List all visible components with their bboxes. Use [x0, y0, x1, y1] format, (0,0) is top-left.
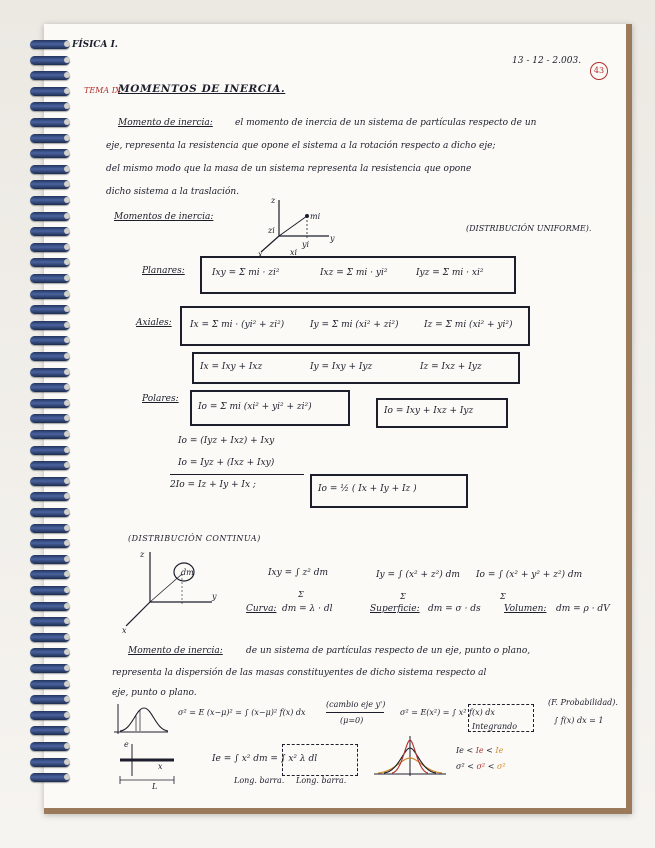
- planares-label: Planares:: [142, 266, 185, 276]
- intro-line: dicho sistema a la traslación.: [106, 187, 240, 197]
- planar-formula: Ixy = Σ mi · zi²: [212, 268, 280, 278]
- superficie-label: Superficie:: [370, 604, 420, 614]
- mu-zero-note: (μ=0): [340, 716, 364, 725]
- rod-axis-label: e: [124, 740, 129, 749]
- volumen-label: Volumen:: [504, 604, 547, 614]
- binding-hole: [64, 353, 70, 359]
- inequality-sign: <: [487, 762, 495, 771]
- binding-hole: [64, 275, 70, 281]
- binding-hole: [64, 41, 70, 47]
- date: 13 - 12 - 2.003.: [512, 56, 582, 66]
- variance-formula: σ² = E (x−μ)² = ∫ (x−μ)² f(x) dx: [178, 708, 306, 717]
- yi-label: yi: [302, 240, 310, 249]
- inequality-term: Ie: [456, 746, 464, 755]
- page-number-badge: 43: [590, 62, 608, 80]
- binding-hole: [64, 244, 70, 250]
- xi-label: xi: [290, 248, 298, 257]
- inequality-sign: <: [486, 746, 493, 755]
- mass-label: mi: [310, 212, 321, 221]
- inequality-term: Ie: [495, 746, 504, 755]
- rod-length-label: L: [152, 782, 158, 791]
- binding-hole: [64, 166, 70, 172]
- inequality-sign: <: [466, 746, 474, 755]
- probability-integral: ∫ f(x) dx = 1: [554, 716, 604, 725]
- spiral-binding: [30, 40, 70, 800]
- intro-line: el momento de inercia de un sistema de partículas respecto de un: [235, 118, 537, 128]
- intro-lead: Momento de inercia:: [118, 118, 213, 128]
- binding-hole: [64, 525, 70, 531]
- binding-hole: [64, 759, 70, 765]
- binding-hole: [64, 478, 70, 484]
- dm-label: dm: [181, 568, 194, 577]
- superficie-formula: dm = σ · ds: [428, 604, 481, 614]
- corner-label: FÍSICA I.: [72, 40, 118, 50]
- axiales-label: Axiales:: [136, 318, 172, 328]
- axis-z-label: z: [140, 550, 145, 559]
- polar-formula: Io = Σ mi (xi² + yi² + zi²): [198, 402, 312, 412]
- binding-hole: [64, 509, 70, 515]
- section-title: MOMENTOS DE INERCIA.: [118, 83, 286, 95]
- continuous-integral: Io = ∫ (x² + y² + z²) dm: [476, 570, 583, 580]
- binding-hole: [64, 369, 70, 375]
- axial-formula: Iz = Σ mi (xi² + yi²): [424, 320, 513, 330]
- rod-diagram: [110, 740, 182, 786]
- continuous-integral: Ixy = ∫ z² dm: [268, 568, 329, 578]
- binding-hole: [64, 135, 70, 141]
- binding-hole: [64, 400, 70, 406]
- axis-x-label: x: [258, 250, 263, 259]
- binding-hole: [64, 634, 70, 640]
- axis-z-label: z: [271, 196, 276, 205]
- binding-hole: [64, 197, 70, 203]
- zi-label: zi: [268, 226, 275, 235]
- polares-label: Polares:: [142, 394, 179, 404]
- derivation-line: Io = (Iyz + Ixz) + Ixy: [178, 436, 275, 446]
- binding-hole: [64, 587, 70, 593]
- arrow-line: [326, 712, 384, 713]
- axial-sum: Iz = Ixz + Iyz: [420, 362, 482, 372]
- binding-hole: [64, 743, 70, 749]
- derivation-line: 2Io = Iz + Iy + Ix ;: [170, 480, 256, 490]
- sum-line: [170, 474, 304, 475]
- long-bar-note: Long. barra.: [234, 776, 285, 785]
- binding-hole: [64, 291, 70, 297]
- inequality-term: Ie: [475, 746, 484, 755]
- axis-y-label: y: [330, 234, 335, 243]
- dispersion-line: eje, punto o plano.: [112, 688, 197, 698]
- binding-hole: [64, 322, 70, 328]
- probability-note: (F. Probabilidad).: [548, 698, 618, 707]
- intro-line: del mismo modo que la masa de un sistema representa la resistencia que opone: [106, 164, 472, 174]
- binding-hole: [64, 119, 70, 125]
- binding-hole: [64, 447, 70, 453]
- integral-domain: Σ: [400, 592, 406, 601]
- polar-sum: Io = Ixy + Ixz + Iyz: [384, 406, 474, 416]
- axis-x-label: x: [122, 626, 127, 635]
- dispersion-line: de un sistema de partículas respecto de un eje, punto o plano,: [246, 646, 531, 656]
- inequality-term: σ²: [476, 762, 486, 771]
- probability-curve-diagram: [106, 702, 172, 738]
- moments-heading: Momentos de inercia:: [114, 212, 214, 222]
- dispersion-line: representa la dispersión de las masas constituyentes de dicho sistema respecto al: [112, 668, 487, 678]
- inequality-term: σ²: [496, 762, 506, 771]
- binding-hole: [64, 681, 70, 687]
- planar-formula: Ixz = Σ mi · yi²: [320, 268, 388, 278]
- binding-hole: [64, 431, 70, 437]
- distribution-uniform: (DISTRIBUCIÓN UNIFORME).: [466, 224, 592, 233]
- continuous-heading: (DISTRIBUCIÓN CONTINUA): [128, 534, 261, 543]
- axial-sum: Ix = Ixy + Ixz: [200, 362, 263, 372]
- rod-formula: Ie = ∫ x² dm = ∫ x² λ dl: [212, 754, 318, 764]
- binding-hole: [64, 57, 70, 63]
- integral-domain: Σ: [500, 592, 506, 601]
- distribution-curves-diagram: [372, 734, 448, 780]
- binding-hole: [64, 665, 70, 671]
- binding-hole: [64, 88, 70, 94]
- rod-integral-box: [282, 744, 358, 776]
- inequality-sign: <: [467, 762, 474, 771]
- integral-domain: Σ: [298, 590, 304, 599]
- axis-change-note: (cambio eje y'): [326, 700, 386, 709]
- intro-line: eje, representa la resistencia que opone el sistema a la rotación respecto a dicho eje;: [106, 141, 496, 151]
- volumen-formula: dm = ρ · dV: [556, 604, 610, 614]
- inequality-term: σ²: [456, 762, 465, 771]
- axial-formula: Ix = Σ mi · (yi² + zi²): [190, 320, 285, 330]
- dispersion-lead: Momento de inercia:: [128, 646, 223, 656]
- curva-label: Curva:: [246, 604, 277, 614]
- binding-hole: [64, 712, 70, 718]
- section-tag: TEMA IX.: [84, 86, 124, 95]
- sigma-formula: σ² = E(x²) = ∫ x² f(x) dx: [400, 708, 495, 717]
- derivation-line: Io = Iyz + (Ixz + Ixy): [178, 458, 275, 468]
- polar-result: Io = ½ ( Ix + Iy + Iz ): [318, 484, 417, 494]
- curva-formula: dm = λ · dl: [282, 604, 333, 614]
- long-bar-note: Long. barra.: [296, 776, 347, 785]
- axial-formula: Iy = Σ mi (xi² + zi²): [310, 320, 399, 330]
- rod-x-label: x: [158, 762, 163, 771]
- axial-sum: Iy = Ixy + Iyz: [310, 362, 373, 372]
- binding-hole: [64, 556, 70, 562]
- continuous-integral: Iy = ∫ (x² + z²) dm: [376, 570, 460, 580]
- binding-hole: [64, 213, 70, 219]
- integrating-note: Integrando: [472, 722, 518, 731]
- axis-y-label: y: [212, 592, 217, 601]
- binding-hole: [64, 603, 70, 609]
- planar-formula: Iyz = Σ mi · xi²: [416, 268, 484, 278]
